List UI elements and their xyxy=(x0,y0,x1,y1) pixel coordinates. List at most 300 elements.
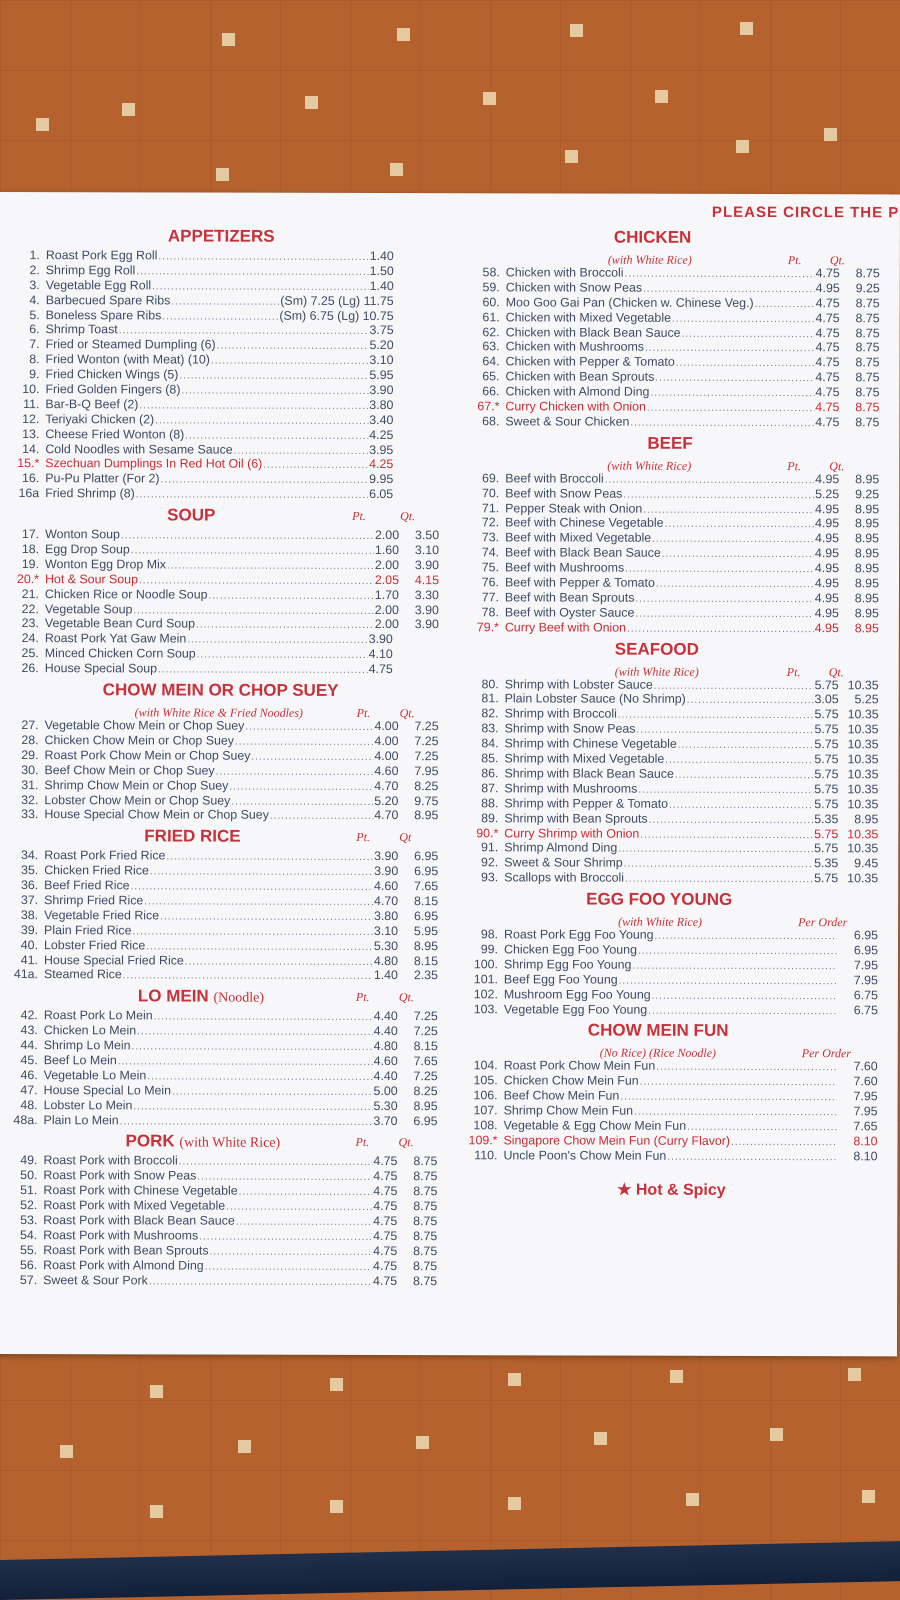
item-price-quart: 3.50 xyxy=(414,528,440,543)
item-number: 87. xyxy=(481,781,499,796)
menu-item xyxy=(468,340,880,356)
item-price-pint: 4.95 xyxy=(814,546,840,561)
item-name: Cheese Fried Wonton (8) xyxy=(45,426,185,442)
item-price-quart: 8.75 xyxy=(413,1228,438,1244)
item-name: Shrimp Toast xyxy=(45,322,118,337)
menu-item xyxy=(8,263,440,279)
item-price-pint: 1.70 xyxy=(374,587,399,602)
item-price-pint: 4.75 xyxy=(815,355,840,370)
item-number: 36. xyxy=(20,878,39,893)
item-price-quart: 8.15 xyxy=(414,894,439,909)
item-name: Shrimp with Bean Sprouts xyxy=(504,810,648,826)
dot-leader xyxy=(672,313,815,324)
item-number: 80. xyxy=(481,676,499,691)
item-price-quart: 8.95 xyxy=(413,938,439,953)
dot-leader xyxy=(211,356,369,367)
menu-item xyxy=(467,531,879,547)
section-gap xyxy=(466,1017,878,1020)
item-price-pint: 4.60 xyxy=(374,879,399,894)
dot-leader xyxy=(627,623,814,634)
item-price-quart: 6.95 xyxy=(413,908,439,923)
item-price-pint: 5.30 xyxy=(373,1098,398,1113)
item-price-pint: 4.60 xyxy=(373,1053,398,1069)
menu-item xyxy=(6,878,438,894)
menu-item xyxy=(467,707,879,723)
item-number: 17. xyxy=(21,527,40,542)
menu-item xyxy=(6,953,438,969)
lo_mein-title-paren: (Noodle) xyxy=(213,990,265,1006)
item-price-pint: 3.75 xyxy=(369,323,394,338)
item-price-pint: 4.75 xyxy=(815,370,840,385)
menu-item xyxy=(466,1002,878,1018)
hot-spicy-label: Hot & Spicy xyxy=(635,1181,726,1199)
dot-leader xyxy=(179,371,368,382)
menu-item xyxy=(5,1258,437,1274)
egg_foo_young-subtitle-line xyxy=(466,911,878,928)
item-price-pint: 4.70 xyxy=(374,778,399,793)
item-number: 28. xyxy=(21,732,39,748)
item-name: Steamed Rice xyxy=(43,967,122,982)
item-name: Roast Pork with Snow Peas xyxy=(43,1168,197,1183)
item-price-quart: 10.35 xyxy=(847,796,879,812)
menu-item xyxy=(467,414,879,430)
section-gap xyxy=(467,635,879,638)
item-number: 7. xyxy=(29,337,40,352)
appetizers-header xyxy=(8,226,440,249)
chicken-title-text: CHICKEN xyxy=(613,227,692,247)
menu-item xyxy=(7,572,439,588)
fried_rice-header xyxy=(6,826,438,849)
item-number: 11. xyxy=(23,396,40,412)
menu-item xyxy=(8,367,440,383)
item-number: 88. xyxy=(481,795,499,811)
item-price-pint: 1.40 xyxy=(369,248,394,264)
menu-item xyxy=(467,590,879,606)
menu-item xyxy=(466,1088,878,1104)
item-price-pint: 5.75 xyxy=(814,707,839,722)
menu-item xyxy=(467,384,879,400)
menu-item xyxy=(6,1068,438,1084)
item-number: 79.* xyxy=(476,619,499,635)
item-price-quart: 8.75 xyxy=(413,1184,438,1199)
dot-leader xyxy=(179,1157,373,1169)
item-name: Pu-Pu Platter (For 2) xyxy=(45,471,160,486)
item-number: 110. xyxy=(474,1147,498,1163)
item-price-quart: 8.25 xyxy=(413,1083,438,1098)
menu-item xyxy=(7,748,439,764)
dot-leader xyxy=(133,926,373,938)
item-name: Roast Pork Lo Mein xyxy=(43,1008,153,1023)
item-number: 62. xyxy=(482,324,500,339)
item-number: 78. xyxy=(481,605,499,620)
menu-column-left xyxy=(5,224,440,1291)
menu-item xyxy=(466,826,878,842)
menu-item xyxy=(466,841,878,857)
dot-leader xyxy=(652,990,837,1001)
item-price-pint: 3.10 xyxy=(369,353,394,368)
dot-leader xyxy=(120,1116,373,1128)
chicken-pint-header: Pt. xyxy=(787,253,802,268)
menu-item xyxy=(467,501,879,517)
section-gap xyxy=(5,1287,437,1290)
menu-item xyxy=(6,1083,438,1099)
item-name: Roast Pork Chow Mein Fun xyxy=(503,1058,656,1074)
item-name: Chicken with Black Bean Sauce xyxy=(505,324,681,340)
item-price-pint: 3.70 xyxy=(373,1113,398,1128)
item-price-quart: 8.75 xyxy=(413,1273,438,1288)
item-price-quart: 6.95 xyxy=(853,928,879,943)
item-price-pint: 5.75 xyxy=(814,752,839,767)
item-number: 19. xyxy=(21,556,40,572)
menu-item xyxy=(467,575,879,591)
item-name: Chicken with Pepper & Tomato xyxy=(505,354,675,370)
item-price-pint: 4.75 xyxy=(373,1169,398,1184)
item-name: Chicken Chow Mein Fun xyxy=(503,1073,639,1088)
item-number: 108. xyxy=(473,1118,498,1133)
soup-quart-header: Qt. xyxy=(400,509,416,524)
item-price-pint: 4.25 xyxy=(369,427,394,442)
dot-leader xyxy=(235,737,373,748)
dot-leader xyxy=(645,343,814,354)
item-number: 40. xyxy=(20,937,39,952)
item-price-pint: 4.75 xyxy=(815,310,840,325)
dot-leader xyxy=(229,781,373,792)
dot-leader xyxy=(231,796,373,807)
item-name: Beef Chow Mein Fun xyxy=(503,1088,620,1103)
item-name: Pepper Steak with Onion xyxy=(505,500,643,516)
item-name: Curry Beef with Onion xyxy=(504,620,627,635)
item-price-quart: 8.75 xyxy=(855,296,880,311)
item-name: Roast Pork Egg Roll xyxy=(45,248,158,263)
item-price-pint: 3.90 xyxy=(374,849,399,864)
item-number: 32. xyxy=(21,792,39,807)
item-name: Roast Pork Egg Foo Young xyxy=(504,927,654,942)
item-price-pint: 4.25 xyxy=(369,457,394,472)
menu-item xyxy=(7,427,439,443)
item-price-pint: 4.95 xyxy=(815,281,840,296)
item-name: Cold Noodles with Sesame Sauce xyxy=(45,441,233,457)
menu-item xyxy=(468,295,880,311)
item-number: 38. xyxy=(20,907,39,922)
item-price-pint: 3.80 xyxy=(373,908,399,923)
item-name: Plain Lobster Sauce (No Shrimp) xyxy=(504,691,686,707)
item-price-quart: 8.95 xyxy=(854,576,879,591)
dot-leader xyxy=(197,1172,372,1183)
dot-leader xyxy=(208,590,373,601)
item-name: Sweet & Sour Chicken xyxy=(505,414,630,429)
menu-item xyxy=(7,646,439,662)
item-number: 34. xyxy=(21,848,39,863)
menu-item xyxy=(466,1074,878,1090)
item-number: 93. xyxy=(480,870,499,885)
item-number: 43. xyxy=(20,1023,38,1038)
item-number: 13. xyxy=(22,426,40,441)
dot-leader xyxy=(682,328,815,339)
item-name: Shrimp Egg Roll xyxy=(45,263,136,278)
seafood-title xyxy=(615,639,699,659)
item-number: 14. xyxy=(22,441,40,456)
menu-item xyxy=(5,1213,437,1229)
item-number: 73. xyxy=(481,530,500,545)
dot-leader xyxy=(650,388,814,399)
item-name: Shrimp Chow Mein Fun xyxy=(503,1103,634,1118)
item-price-pint: 5.35 xyxy=(814,856,839,871)
chow_mein_fun-title xyxy=(588,1021,729,1041)
menu-item xyxy=(8,337,440,353)
item-price-pint: 4.75 xyxy=(815,400,840,415)
item-price-quart: 8.75 xyxy=(855,385,880,400)
dot-leader xyxy=(239,1187,373,1198)
item-number: 65. xyxy=(482,369,500,384)
dot-leader xyxy=(755,299,815,310)
item-price-quart: 7.95 xyxy=(853,1089,878,1104)
dot-leader xyxy=(263,460,368,471)
item-price-quart: 8.75 xyxy=(855,325,880,340)
dot-leader xyxy=(640,829,813,840)
item-price-pint: 5.75 xyxy=(814,737,839,752)
item-price-pint: 4.95 xyxy=(814,591,839,606)
dot-leader xyxy=(137,1027,373,1039)
item-price-pint: 4.75 xyxy=(373,1184,398,1199)
item-name: Mushroom Egg Foo Young xyxy=(503,986,651,1002)
chow_mein_fun-subtitle: (No Rice) (Rice Noodle) xyxy=(599,1045,717,1061)
item-name: Lobster Lo Mein xyxy=(43,1097,133,1112)
menu-item xyxy=(466,1103,878,1119)
beef-subtitle-line xyxy=(467,455,879,472)
dot-leader xyxy=(216,766,374,777)
dot-leader xyxy=(643,504,814,515)
item-name: Fried or Steamed Dumpling (6) xyxy=(45,337,216,352)
item-price-quart: 6.75 xyxy=(853,987,878,1002)
item-name: Beef Fried Rice xyxy=(44,878,130,893)
dot-leader xyxy=(154,1012,373,1024)
menu-item xyxy=(465,1133,877,1149)
menu-item xyxy=(467,369,879,385)
item-number: 63. xyxy=(482,339,500,354)
item-number: 109.* xyxy=(468,1133,498,1148)
item-number: 52. xyxy=(20,1198,38,1213)
egg_foo_young-header xyxy=(466,889,878,912)
item-price-quart: 4.15 xyxy=(414,572,440,587)
item-name: Beef with Broccoli xyxy=(505,471,604,486)
item-price-pint: 5.75 xyxy=(814,826,839,841)
item-name: Vegetable Egg Foo Young xyxy=(503,1001,648,1017)
menu-item xyxy=(6,923,438,939)
item-name: Bar-B-Q Beef (2) xyxy=(45,397,139,412)
menu-item xyxy=(8,308,440,324)
item-price-pint: 4.00 xyxy=(374,748,399,763)
dot-leader xyxy=(139,575,374,587)
menu-item xyxy=(467,692,879,708)
menu-item xyxy=(8,278,440,294)
dot-leader xyxy=(649,814,814,825)
menu-item xyxy=(6,848,438,864)
item-number: 69. xyxy=(482,471,500,486)
item-name: Beef Lo Mein xyxy=(43,1053,117,1068)
menu-item xyxy=(467,721,879,737)
item-number: 101. xyxy=(473,971,498,987)
item-price-quart: 10.35 xyxy=(847,707,879,722)
item-price-quart: 8.95 xyxy=(414,808,439,823)
appetizers-title-text: APPETIZERS xyxy=(167,226,275,246)
item-number: 89. xyxy=(481,810,499,825)
fried_rice-quart-header: Qt xyxy=(399,830,412,845)
seafood-quart-header: Qt. xyxy=(828,664,844,679)
section-gap xyxy=(467,429,879,432)
item-number: 41. xyxy=(20,952,39,967)
item-number: 106. xyxy=(473,1088,498,1103)
lo_mein-title xyxy=(138,987,264,1007)
dot-leader xyxy=(155,415,368,427)
item-name: House Special Fried Rice xyxy=(43,952,184,967)
item-number: 57. xyxy=(19,1272,38,1287)
seafood-header xyxy=(467,639,879,662)
dot-leader xyxy=(131,881,373,893)
egg_foo_young-subtitle: (with White Rice) xyxy=(618,914,703,929)
item-price-pint: (Sm) 7.25 (Lg) 11.75 xyxy=(280,293,394,308)
menu-item xyxy=(466,856,878,872)
item-price-pint: 2.05 xyxy=(374,572,400,587)
item-name: Barbecued Spare Ribs xyxy=(45,292,171,308)
item-price-pint: 2.00 xyxy=(374,557,400,572)
chow_mein-title-text: CHOW MEIN OR CHOP SUEY xyxy=(102,680,339,700)
item-price-quart: 8.10 xyxy=(853,1134,878,1149)
fried_rice-pint-header: Pt. xyxy=(356,830,371,845)
item-name: Shrimp with Lobster Sauce xyxy=(504,676,653,692)
beef-title-text: BEEF xyxy=(647,433,693,453)
menu-sheet xyxy=(0,192,900,1356)
menu-item xyxy=(8,248,440,264)
item-price-quart: 8.75 xyxy=(855,340,880,355)
item-price-quart: 10.35 xyxy=(847,677,879,692)
item-price-quart: 3.10 xyxy=(414,543,440,558)
item-price-quart: 8.15 xyxy=(413,1039,438,1054)
item-price-pint: 4.95 xyxy=(814,620,839,635)
item-price-quart: 8.75 xyxy=(855,415,880,430)
dot-leader xyxy=(123,971,373,983)
item-number: 105. xyxy=(473,1073,498,1088)
item-price-pint: 4.40 xyxy=(373,1068,398,1083)
item-number: 92. xyxy=(480,855,499,870)
item-number: 82. xyxy=(481,706,499,721)
item-number: 55. xyxy=(19,1242,38,1257)
item-name: Fried Golden Fingers (8) xyxy=(45,382,181,397)
dot-leader xyxy=(158,665,368,677)
item-price-pint: 1.50 xyxy=(369,263,394,278)
dot-leader xyxy=(624,859,813,870)
chow_mein-header xyxy=(7,680,439,703)
menu-item xyxy=(7,617,439,633)
item-number: 77. xyxy=(481,590,499,605)
item-price-quart: 8.95 xyxy=(854,591,879,606)
dot-leader xyxy=(665,755,813,766)
item-price-pint: 2.00 xyxy=(374,602,399,617)
item-price-quart: 5.25 xyxy=(854,692,879,707)
menu-item xyxy=(6,1113,438,1129)
item-name: Shrimp Almond Ding xyxy=(504,840,618,856)
item-name: Chicken Egg Foo Young xyxy=(504,942,638,957)
menu-item xyxy=(7,733,439,749)
item-number: 35. xyxy=(20,863,39,878)
item-number: 53. xyxy=(20,1213,38,1228)
chicken-quart-header: Qt. xyxy=(829,253,845,268)
item-number: 5. xyxy=(29,307,40,322)
item-price-pint: 4.75 xyxy=(373,1228,398,1243)
dot-leader xyxy=(623,489,814,500)
menu-item xyxy=(7,382,439,398)
item-price-quart: 8.75 xyxy=(855,310,880,325)
dot-leader xyxy=(655,373,814,384)
menu-item xyxy=(7,542,439,558)
item-number: 3. xyxy=(29,277,40,292)
item-name: Minced Chicken Corn Soup xyxy=(44,646,196,661)
section-gap xyxy=(465,1163,877,1166)
menu-item xyxy=(6,967,438,983)
dot-leader xyxy=(648,1005,837,1016)
item-number: 71. xyxy=(481,500,500,515)
dot-leader xyxy=(675,770,813,781)
item-price-pint: 5.20 xyxy=(374,793,399,808)
item-price-pint: 4.10 xyxy=(368,647,393,662)
item-number: 64. xyxy=(482,354,500,369)
item-number: 61. xyxy=(482,309,500,324)
item-price-quart: 8.75 xyxy=(413,1169,438,1184)
dot-leader xyxy=(245,722,373,733)
item-price-pint: 4.70 xyxy=(374,893,399,908)
item-number: 84. xyxy=(481,736,499,751)
item-price-quart: 8.95 xyxy=(854,546,880,561)
item-number: 31. xyxy=(21,777,39,792)
dot-leader xyxy=(167,560,374,572)
item-name: Roast Pork with Black Bean Sauce xyxy=(43,1213,235,1228)
item-number: 67.* xyxy=(477,399,500,414)
dot-leader xyxy=(133,605,373,617)
item-name: Shrimp Fried Rice xyxy=(44,893,144,908)
item-number: 45. xyxy=(20,1053,38,1068)
item-price-pint: 4.75 xyxy=(373,1243,398,1258)
item-price-quart: 8.10 xyxy=(853,1148,878,1164)
item-price-quart: 8.95 xyxy=(855,472,880,487)
menu-item xyxy=(5,1168,437,1184)
item-price-quart: 7.25 xyxy=(414,748,439,763)
item-price-quart: 10.35 xyxy=(847,752,879,767)
pork-title xyxy=(125,1132,280,1152)
pork-title-paren: (with White Rice) xyxy=(179,1135,281,1152)
item-price-pint: 4.60 xyxy=(374,763,399,778)
item-number: 68. xyxy=(482,414,500,429)
chicken-subtitle-line xyxy=(468,249,880,266)
item-number: 4. xyxy=(29,292,40,307)
item-number: 54. xyxy=(20,1227,38,1242)
item-number: 107. xyxy=(473,1103,498,1118)
item-name: Lobster Chow Mein or Chop Suey xyxy=(44,792,231,808)
item-number: 56. xyxy=(19,1257,38,1272)
dot-leader xyxy=(160,911,373,923)
dot-leader xyxy=(150,867,373,879)
item-name: Roast Pork Fried Rice xyxy=(44,848,166,863)
menu-item xyxy=(466,942,878,958)
item-price-pint: 9.95 xyxy=(369,472,394,487)
menu-item xyxy=(467,516,879,532)
dot-leader xyxy=(662,549,814,560)
item-number: 85. xyxy=(481,751,499,766)
pork-pint-header: Pt. xyxy=(355,1135,370,1150)
item-price-quart: 7.95 xyxy=(853,972,878,988)
egg_foo_young-title xyxy=(586,890,732,910)
item-price-pint: 4.80 xyxy=(373,1039,398,1054)
dot-leader xyxy=(185,956,373,967)
item-name: Fried Shrimp (8) xyxy=(45,486,135,501)
